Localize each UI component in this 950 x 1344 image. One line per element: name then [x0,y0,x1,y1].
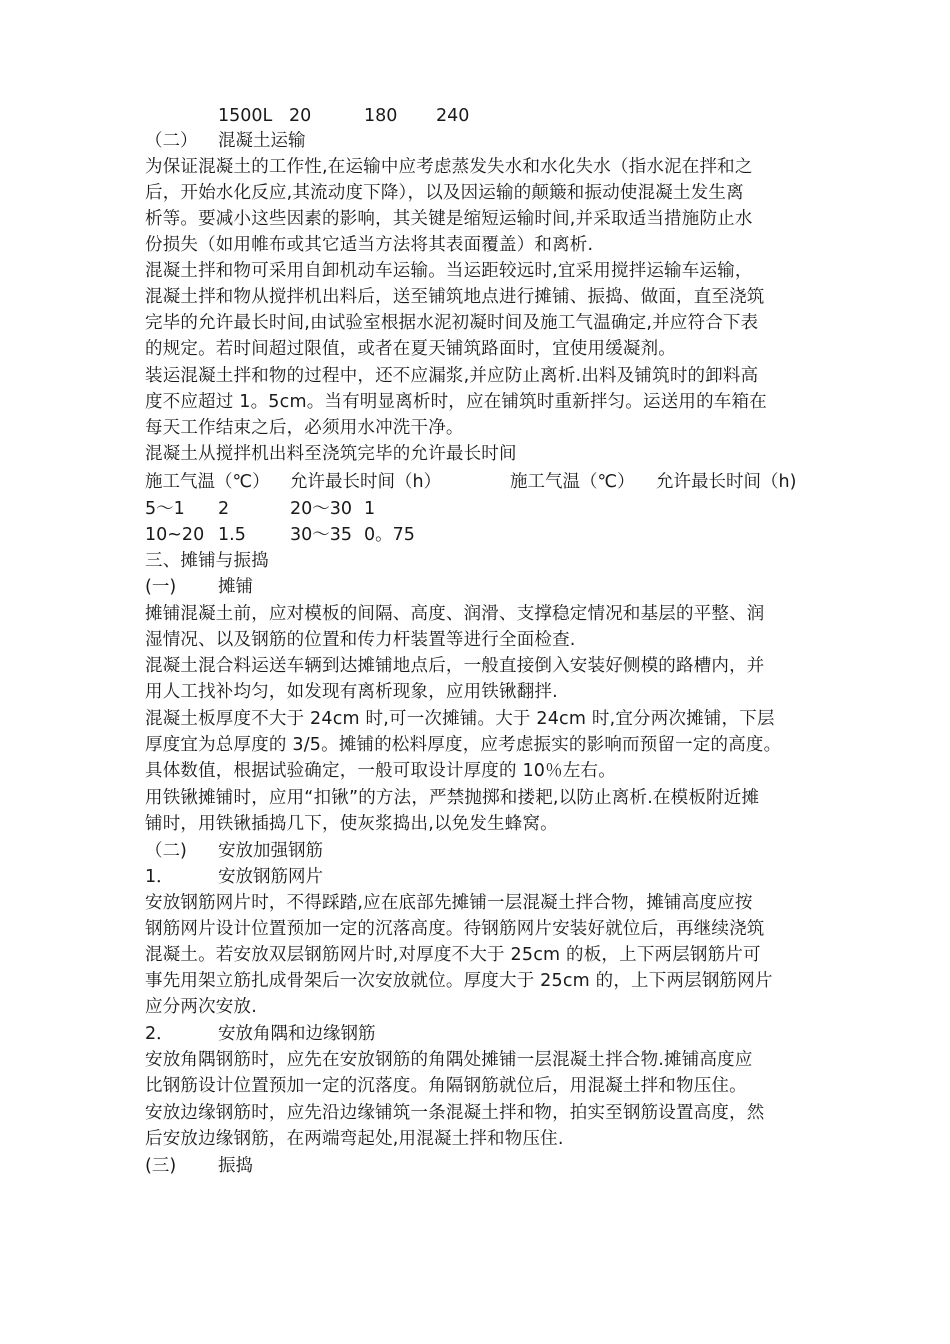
section-heading: 混凝土运输 [218,131,306,151]
paragraph-line: 完毕的允许最长时间,由试验室根据水泥初凝时间及施工气温确定,并应符合下表 [145,313,759,333]
subsection-heading: 安放钢筋网片 [218,867,323,887]
table-cell: 30～35 [290,525,353,545]
paragraph-line: 混凝土板厚度不大于 24cm 时,可一次摊铺。大于 24cm 时,宜分两次摊铺，下层 [145,709,775,729]
paragraph-line: 混凝土。若安放双层钢筋网片时,对厚度不大于 25cm 的板，上下两层钢筋片可 [145,945,761,965]
table-cell: 1.5 [218,525,246,545]
section-heading: 摊铺 [218,577,253,597]
paragraph-line: 摊铺混凝土前，应对模板的间隔、高度、润滑、支撑稳定情况和基层的平整、润 [145,604,765,624]
paragraph-line: 后安放边缘钢筋，在两端弯起处,用混凝土拌和物压住. [145,1129,564,1149]
paragraph-line: 析等。要减小这些因素的影响，其关键是缩短运输时间,并采取适当措施防止水 [145,209,753,229]
paragraph-line: 混凝土拌和物从搅拌机出料后，送至铺筑地点进行摊铺、振捣、做面，直至浇筑 [145,287,765,307]
paragraph-line: 每天工作结束之后，必须用水冲洗干净。 [145,418,464,438]
section-number: (三) [145,1156,177,1176]
paragraph-line: 度不应超过 1。5cm。当有明显离析时，应在铺筑时重新拌匀。运送用的车箱在 [145,392,767,412]
paragraph-line: 后，开始水化反应,其流动度下降），以及因运输的颠簸和振动使混凝土发生离 [145,183,744,203]
paragraph-line: 应分两次安放. [145,997,257,1017]
section-number: (一) [145,577,177,597]
paragraph-line: 用铁锹摊铺时，应用“扣锹”的方法，严禁抛掷和搂耙,以防止离析.在模板附近摊 [145,788,760,808]
paragraph-line: 混凝土拌和物可采用自卸机动车运输。当运距较远时,宜采用搅拌运输车运输， [145,261,753,281]
table-header-cell: 施工气温（℃） [510,472,635,492]
table-cell: 10~20 [145,525,205,545]
table-cell: 2 [218,499,230,519]
table-cell: 0。75 [364,525,415,545]
table-header-cell: 允许最长时间（h) [656,472,797,492]
paragraph-line: 安放钢筋网片时，不得踩踏,应在底部先摊铺一层混凝土拌合物，摊铺高度应按 [145,893,753,913]
table-cell: 1 [364,499,376,519]
paragraph-line: 事先用架立筋扎成骨架后一次安放就位。厚度大于 25cm 的，上下两层钢筋网片 [145,971,773,991]
table-cell: 5～1 [145,499,185,519]
subsection-number: 2． [145,1024,174,1044]
paragraph-line: 厚度宜为总厚度的 3/5。摊铺的松料厚度，应考虑振实的影响而预留一定的高度。 [145,735,782,755]
subsection-heading: 安放角隅和边缘钢筋 [218,1024,376,1044]
paragraph-line: 安放角隅钢筋时，应先在安放钢筋的角隅处摊铺一层混凝土拌合物.摊铺高度应 [145,1050,753,1070]
top-row-cell: 180 [364,106,398,126]
section-number: （二） [145,131,198,151]
paragraph-line: 混凝土混合料运送车辆到达摊铺地点后，一般直接倒入安装好侧模的路槽内，并 [145,656,765,676]
paragraph-line: 装运混凝土拌和物的过程中，还不应漏浆,并应防止离析.出料及铺筑时的卸料高 [145,366,759,386]
paragraph-line: 比钢筋设计位置预加一定的沉落度。角隔钢筋就位后，用混凝土拌和物压住。 [145,1076,747,1096]
top-row-cell: 20 [289,106,312,126]
chapter-heading: 三、摊铺与振捣 [145,551,269,571]
subsection-number: 1． [145,867,174,887]
paragraph-line: 具体数值，根据试验确定，一般可取设计厚度的 10％左右。 [145,761,616,781]
top-row-cell: 240 [436,106,470,126]
paragraph-line: 的规定。若时间超过限值，或者在夏天铺筑路面时，宜使用缓凝剂。 [145,339,676,359]
table-header-cell: 施工气温（℃） [145,472,270,492]
paragraph-line: 湿情况、以及钢筋的位置和传力杆装置等进行全面检查. [145,630,576,650]
top-row-cell: 1500L [218,106,273,126]
paragraph-line: 钢筋网片设计位置预加一定的沉落高度。待钢筋网片安装好就位后，再继续浇筑 [145,919,765,939]
table-title: 混凝土从搅拌机出料至浇筑完毕的允许最长时间 [145,444,517,464]
paragraph-line: 为保证混凝土的工作性,在运输中应考虑蒸发失水和水化失水（指水泥在拌和之 [145,157,753,177]
paragraph-line: 份损失（如用帷布或其它适当方法将其表面覆盖）和离析. [145,235,594,255]
paragraph-line: 安放边缘钢筋时，应先沿边缘铺筑一条混凝土拌和物，拍实至钢筋设置高度，然 [145,1103,765,1123]
section-heading: 安放加强钢筋 [218,841,323,861]
table-header-cell: 允许最长时间（h） [290,472,442,492]
section-heading: 振捣 [218,1156,253,1176]
paragraph-line: 用人工找补均匀，如发现有离析现象，应用铁锹翻拌. [145,682,558,702]
table-cell: 20～30 [290,499,353,519]
section-number: （二) [145,841,187,861]
paragraph-line: 铺时，用铁锹插捣几下，使灰浆捣出,以免发生蜂窝。 [145,814,558,834]
